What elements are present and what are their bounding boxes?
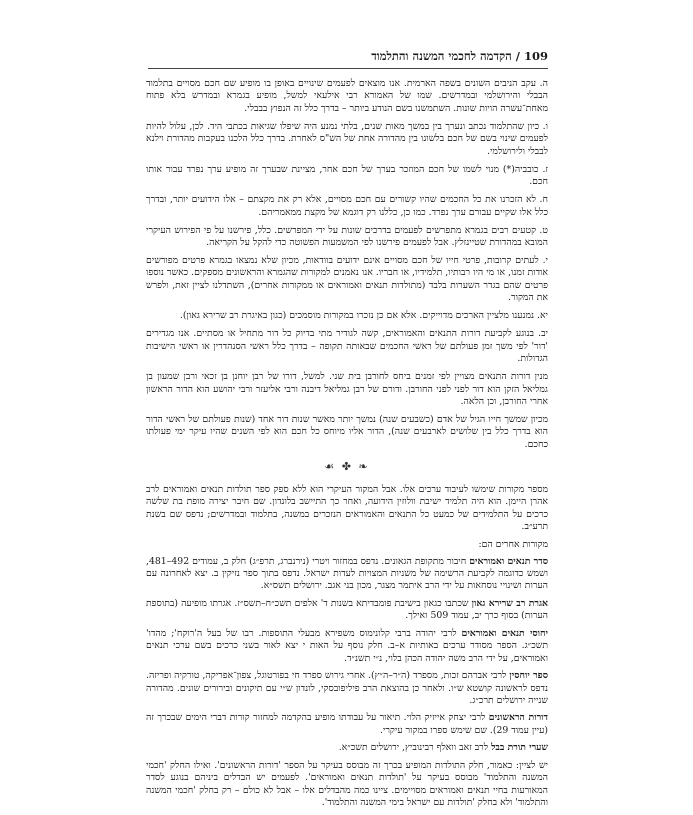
paragraph-zayin: ז. כובביה(*) מנוי לשמו של חכם המוזכר בערך של חכם אחר, מציינת שבערך זה מופיע ערך נפרד עבור אותו חכם.	[146, 163, 548, 188]
bib-title: שערי תורת בבל	[491, 742, 548, 754]
closing-note: יש לציין: כאמור, חלק התולדות המופיע בכרך זה מבוסס בעיקר על הספר 'דורות הראשונים'. ואילו החלק 'חכמי המשנה והתלמוד' מבוסס בעיקר על 'תולדות תנאים ואמוראים'. לפעמים יש הבדלים ביניהם בנוגע לסדר המאורעות בחיי תנאים ואמוראים מסויימים. ציינו כמה מהבדלים אלו – אבל לא כולם – רק בחלק 'חכמי המשנה והתלמוד' ולא בחלק 'תולדות עם ישראל בימי המשנה והתלמוד'.	[146, 759, 548, 809]
sources-intro: מספר מקורות שימשו לעיבוד ערכים אלו. אבל המקור העיקרי הוא ללא ספק ספר תולדות תנאים ואמוראים לרב אהרן היימן. הוא היה תלמיד ישיבת וולוזין הידועה, ואחר כך התיישב בלונדון. שם חיבר יצירה מופת בת שלשה כרכים על התלמידים של כמעט כל התנאים והאמוראים הנזכרים במשנה, בתלמוד ובמדרשים; נדפס שם בשנת תרע״ב.	[146, 483, 548, 533]
header-title: הקדמה לחכמי המשנה והתלמוד	[371, 49, 512, 63]
bibliography-entry	[146, 598, 548, 623]
page-body	[146, 78, 548, 815]
paragraph-lifespan: מכיון שמשך חייו הגיל של אדם (כשבעים שנה) נמשך יותר מאשר שנות דור אחד (שנות פעולתם של ראשי הדור הוא בדרך כלל בין שלושים לארבעים שנה), הדור אליו מיוחס כל חכם הוא לפי השנים שהיו עיקר ימי פעולתו כחכם.	[146, 413, 548, 450]
paragraph-heh: ה. עקב הניבים השונים בשפה הארמית. אנו מוצאים לפעמים שינויים באופן בו מופיע שם חכם מסויים בתלמוד הבבלי והירושלמי ובמדרשים. שמו של האמורא רבי אילעאי למשל, מופיע בגמרא ובמדרש בלא פתוח מאחת־עשרה הויות שונות. השתמשנו בשם הנודע ביותר – בדרך כלל זה הנפוץ בבבלי.	[146, 78, 548, 114]
bib-title: יחוסי תנאים ואמוראים	[461, 627, 548, 639]
bibliography-entry	[146, 712, 548, 737]
header-rule	[148, 68, 548, 69]
header-separator: /	[515, 49, 520, 63]
page-number: 109	[523, 49, 548, 63]
sources-subheading: מקורות אחרים הם:	[478, 539, 548, 551]
paragraph-het: ח. לא הזכרנו את כל החכמים שהיו קשורים עם חכם מסויים, אלא רק את מקצתם – אלו הידועים יותר, ובדרך כלל אלו שקיים עבורם ערך נפרד. כמו כן, כללנו רק דוגמא של מקצת ממאמריהם.	[146, 194, 548, 218]
bibliography-entry	[146, 742, 548, 754]
paragraph-yod-bet: יב. בנוגע לקביעת דורות התנאים והאמוראים, קשה לגודיר מתי בדיוק כל דור מתחיל או מסתיים. אנו מגדירים 'דור' לפי משך זמן פעולתם של ראשי החכמים שבאותה תקופה – בדרך כלל ראשי הסנהדרין או ראשי הישיבות הגדולות.	[146, 328, 548, 365]
paragraph-yod: י. לעתים קרובות, פרטי חייו של חכם מסויים אינם ידועים בוודאות, מכיון שלא נמצאו בגמרא פרטים מפורשים אודות זמנו, או מי היו רבותיו, תלמידיו, או חבריו. אנו נאמנים למקורות שהגמרא והראשונים מספקים. כאשר נוספו פרטים שהם בגדר השערות בלבד (מתולדות תנאים ואמוראים או ממקורות אחרים), השתדלנו לציין זאת, ולפרש את המקור.	[146, 254, 548, 304]
section-ornament: ❧ ✤ ☙	[324, 460, 370, 474]
bib-text: לרב זאב וואלף רבינוביץ, ירושלים תשכ״א.	[338, 742, 489, 754]
paragraph-yod-alef: יא. נמנענו מלציין הארכים מדוייקים. אלא אם כן נזכרו במקורות מוסמכים (כגון באיגרת רב שרירא גאון).	[179, 310, 548, 322]
bib-text: שכתבו כגאון בישיבת פומבדיתא בשנות ד' אלפים תשכ״ח–תשס״ז. אגרתו מופיעה (בתוספת הערות) בסוף כרך יב, עמוד 509 ואילך.	[146, 597, 548, 622]
paragraph-generations: מנין דורות התנאים מצויין לפי זמנים ביחס לחורבן בית שני. למשל, דורו של רבן יוחנן בן זכאי ורבן שמעון בן גמליאל הזקן הוא דור לפני לפני החורבן. ודורם של רבן גמליאל דיבנה ורבי אליעזר ורבי יהושע הוא הדור הראשון אחרי החורבן, וכן הלאה.	[146, 371, 548, 407]
bib-text: לרבי יצחק אייזיק הלוי. תיאור על עבודתו מופיע בהקדמה למחזור קורות דברי הימים שבכרך זה (עיין עמוד 29). שם שימש ספרו במקור עיקרי.	[146, 712, 548, 736]
bibliography-entry	[146, 670, 548, 707]
bibliography-entry	[146, 556, 548, 593]
bib-title: סדר תנאים ואמוראים	[469, 555, 548, 567]
running-header	[148, 46, 548, 66]
bib-title: דורות הראשונים	[488, 712, 548, 724]
paragraph-tet: ט. קטעים רבים בגמרא מתפרשים לפעמים בדרכים שונות על ידי המפרשים. כלל, פירשנו על פי הפירוש העיקרי המובא במהדורת שטיינזלץ. אבל לפעמים פירשנו לפי המשמעות הפשוטה כדי להקל על הקריאה.	[146, 224, 548, 248]
bib-text: לרבי יהודה ברבי קלונימוס משפירא מבעלי התוספות. רבו של בעל ה'רוקח'; מהדו' תשכ״ג. הספר מסודר ערכים באותיות א–ב. חלק נוסף על האות י יצא לאור בשני כרכים בשם ערכי תנאים ואמוראים, על ידי הרב משה יהודה הכהן בלוי, נ״י תשנ״ד.	[146, 627, 549, 664]
bibliography-entry	[146, 628, 548, 665]
bib-text: חיבור מתקופת הגאונים. נדפס במחזור ויטרי (נירנברג, תרפ״ג) חלק ב, עמודים 492–481, ושמש כדוגמה לקביעת הרשימה של משניות המצויות לעדות ישראל. נדפס בתוך ספר נזיקין ב. יצא לאחרונה עם הערות ושינויי נוסחאות על ידי הרב איתמר מצגר, מכון בני אגב. ירושלים תשס״א.	[146, 555, 548, 592]
bib-title: אגרת רב שרירא גאון	[471, 597, 548, 609]
bib-text: לרבי אברהם זכות, מספרד (ה״ר–ה״ץ). אחרי גירוש ספרד חי בפורטוגל, צפון־אפריקה, טורקיה ופריזה. נדפס לראשונה קושטא ש״ו. ולאחר כן בהוצאת הרב פיליפובסקי, לונדון ש״י עם תיקונים ובירורים שונים. מהדורה שנייה ירושלים תרכ״ג.	[146, 670, 548, 707]
bib-title: ספר יוחסין	[509, 670, 548, 682]
paragraph-vav: ו. כיון שהתלמוד נכתב ונערך בין במשך מאות שנים, בלתי נמנע היה שיפלו שגיאות בכתבי היד. לכן, עלול להיות לפעמים שינוי בשם של חכם בלשונו בין מהדורה אחת של הש"ס לאחרת. בדרך כלל הלכנו בעקבות מהדורת וילנא לבבלי ולירושלמי.	[146, 120, 548, 157]
